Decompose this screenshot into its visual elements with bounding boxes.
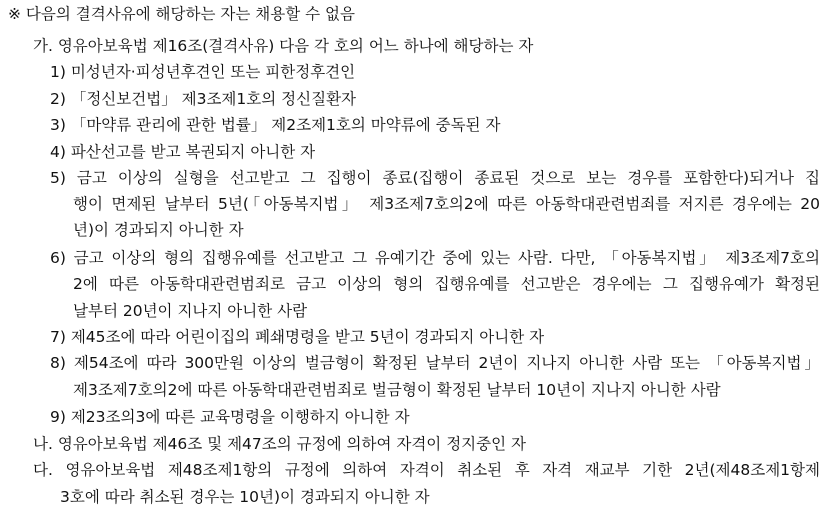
item-5-line-3: 년)이 경과되지 아니한 자 (73, 221, 244, 239)
section-da-line-2: 3호에 따라 취소된 경우는 10년)이 경과되지 아니한 자 (60, 488, 430, 506)
item-6-line-3: 날부터 20년이 지나지 아니한 사람 (73, 302, 308, 320)
item-8-line-1: 8) 제54조에 따라 300만원 이상의 벌금형이 확정된 날부터 2년이 지나지 아니한 사람 또는 「아동복지법」 (50, 354, 820, 372)
item-8-line-2: 제3조제7호의2에 따른 아동학대관련범죄로 벌금형이 확정된 날부터 10년이 지나지 아니한 사람 (73, 381, 721, 399)
item-5-line-1: 5) 금고 이상의 실형을 선고받고 그 집행이 종료(집행이 종료된 것으로 보는 경우를 포함한다)되거나 집 (50, 169, 820, 187)
item-5-line-2: 행이 면제된 날부터 5년(「아동복지법」 제3조제7호의2에 따른 아동학대관련범죄를 저지른 경우에는 20 (73, 195, 820, 213)
section-da-line-1: 다. 영유아보육법 제48조제1항의 규정에 의하여 자격이 취소된 후 자격 재교부 기한 2년(제48조제1항제 (33, 461, 820, 479)
notice-title: ※ 다음의 결격사유에 해당하는 자는 채용할 수 없음 (8, 5, 355, 23)
item-3: 3) 「마약류 관리에 관한 법률」 제2조제1호의 마약류에 중독된 자 (50, 116, 501, 134)
item-1: 1) 미성년자·피성년후견인 또는 피한정후견인 (50, 63, 356, 81)
item-4: 4) 파산선고를 받고 복권되지 아니한 자 (50, 143, 316, 161)
section-ga-heading: 가. 영유아보육법 제16조(결격사유) 다음 각 호의 어느 하나에 해당하는 자 (33, 37, 534, 55)
item-7: 7) 제45조에 따라 어린이집의 폐쇄명령을 받고 5년이 경과되지 아니한 자 (50, 328, 545, 346)
item-6-line-1: 6) 금고 이상의 형의 집행유예를 선고받고 그 유예기간 중에 있는 사람. 다만, 「아동복지법」 제3조제7호의 (50, 249, 820, 267)
item-6-line-2: 2에 따른 아동학대관련범죄로 금고 이상의 형의 집행유예를 선고받은 경우에는 그 집행유예가 확정된 (73, 275, 820, 293)
section-na: 나. 영유아보육법 제46조 및 제47조의 규정에 의하여 자격이 정지중인 자 (33, 435, 526, 453)
item-9: 9) 제23조의3에 따른 교육명령을 이행하지 아니한 자 (50, 408, 410, 426)
item-2: 2) 「정신보건법」 제3조제1호의 정신질환자 (50, 90, 357, 108)
